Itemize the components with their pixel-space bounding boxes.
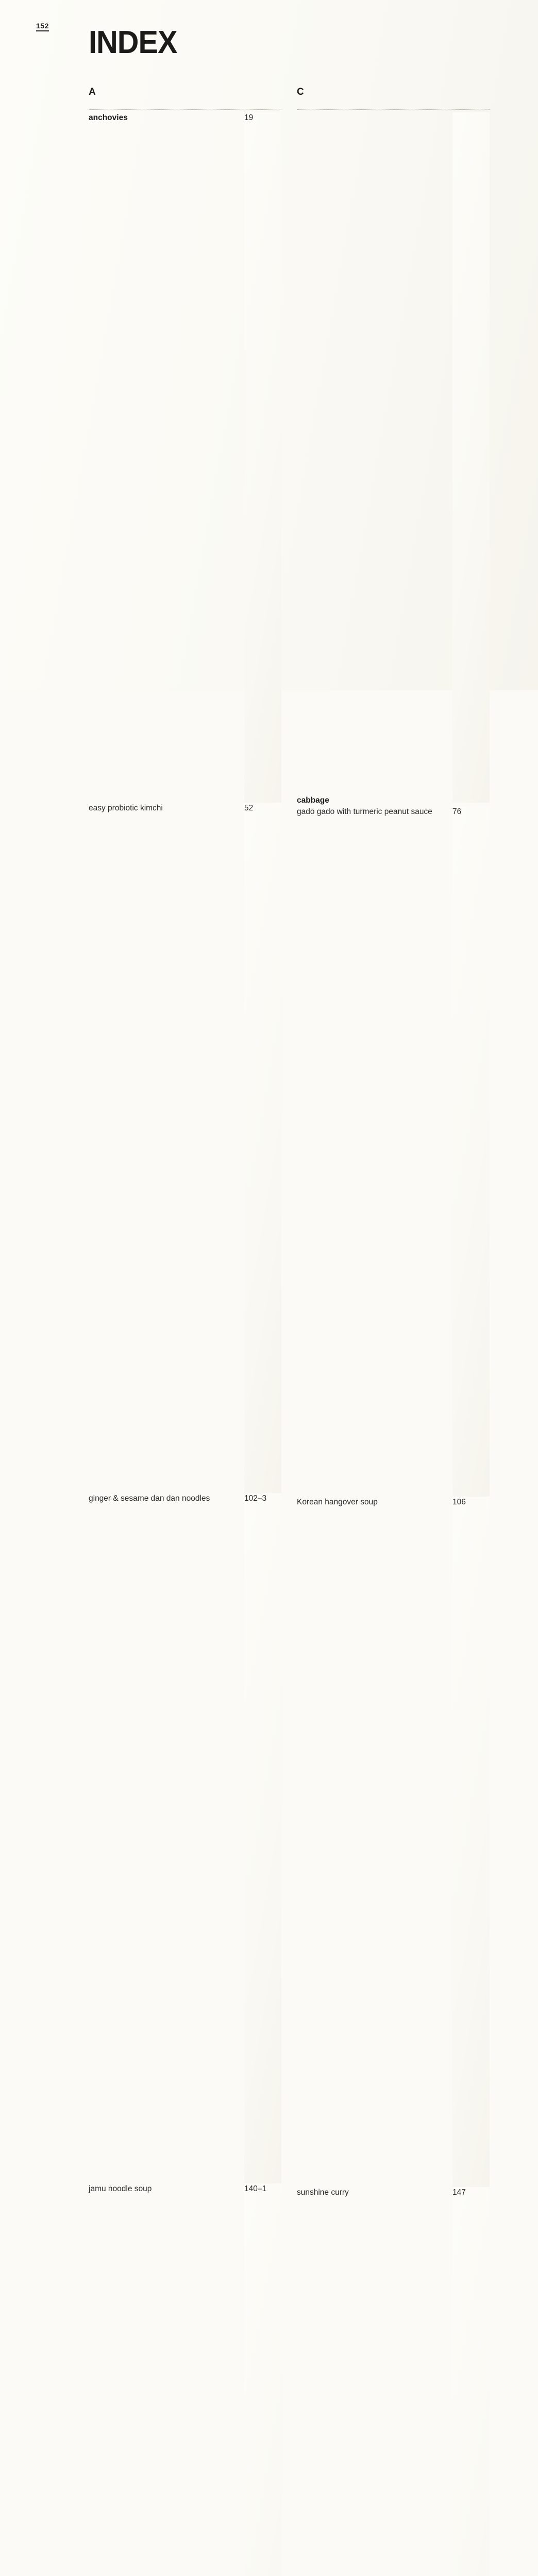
index-subentry-row xyxy=(89,803,281,1493)
index-letter-heading: C xyxy=(297,87,304,97)
index-subentry-term[interactable]: gado gado with turmeric peanut sauce xyxy=(297,807,432,817)
index-subentry-term[interactable]: ginger & sesame dan dan noodles xyxy=(89,1494,210,1503)
index-entry-term[interactable] xyxy=(89,112,244,124)
index-term-text: cabbage xyxy=(297,796,329,805)
index-subentry-page[interactable]: 147 xyxy=(452,2187,490,2576)
index-subentry-page[interactable]: 102–3 xyxy=(244,1493,281,2183)
index-subentry-term[interactable]: easy probiotic kimchi xyxy=(89,804,163,812)
index-subentry-term[interactable]: jamu noodle soup xyxy=(89,2184,152,2193)
page-number: 152 xyxy=(36,22,49,31)
index-column xyxy=(297,87,490,2576)
index-subentry-page[interactable]: 106 xyxy=(452,1497,490,2187)
index-letter-heading: A xyxy=(89,87,96,97)
index-entry-page[interactable]: 19 xyxy=(244,112,281,803)
index-entry xyxy=(89,109,281,2576)
index-subentry-term[interactable]: Korean hangover soup xyxy=(297,1498,378,1507)
index-subentry-page[interactable]: 52 xyxy=(244,803,281,1493)
index-subentry-page[interactable]: 76 xyxy=(452,806,490,1497)
index-entry xyxy=(297,109,490,2576)
index-entry-heading-row xyxy=(89,112,281,803)
index-entry-term[interactable] xyxy=(297,795,452,806)
index-subentry-row xyxy=(89,1493,281,2183)
index-subentry-row xyxy=(89,2183,281,2576)
index-term-text: anchovies xyxy=(89,113,128,122)
index-entry-heading-row xyxy=(297,112,490,806)
index-subentry-row xyxy=(297,806,490,1497)
index-columns xyxy=(89,87,490,2576)
index-column xyxy=(89,87,281,2576)
index-subentry-page[interactable]: 140–1 xyxy=(244,2183,281,2576)
page-title: INDEX xyxy=(89,25,177,60)
index-subentry-term[interactable]: sunshine curry xyxy=(297,2188,349,2197)
index-subentry-row xyxy=(297,1497,490,2187)
index-entry-page[interactable] xyxy=(452,112,490,803)
index-subentry-row xyxy=(297,2187,490,2576)
